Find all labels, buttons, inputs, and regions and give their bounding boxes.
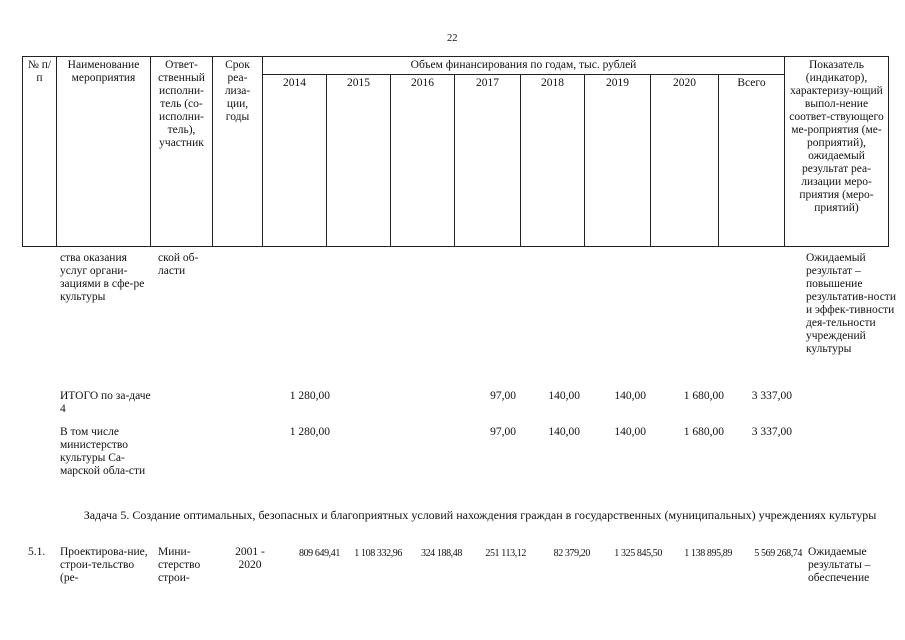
total-row-2020: 1 680,00 [683,390,724,402]
total-row-2014: 1 280,00 [289,390,330,402]
ministry-row-name: В том числе министерство культуры Са-марской обла-сти [60,426,146,477]
year-2014: 2014 [263,75,327,247]
row-5-1-responsible: Мини-стерство строи- [158,546,201,584]
header-term: Срок реа-лиза-ции, годы [213,57,263,247]
year-2019: 2019 [585,75,651,247]
row-5-1-2014: 809 649,41 [298,548,340,559]
year-2015: 2015 [327,75,391,247]
row-5-1-indicator: Ожидаемые результаты – обеспечение [808,546,871,584]
continuation-responsible: ской об-ласти [158,252,199,277]
row-5-1-2015: 1 108 332,96 [354,548,402,559]
task-5-heading: Задача 5. Создание оптимальных, безопасных и благоприятных условий нахождения граждан в государственных (муниципальных) учреждениях культуры [83,508,877,522]
year-2017: 2017 [455,75,521,247]
ministry-row-total: 3 337,00 [751,426,792,438]
header-funding: Объем финансирования по годам, тыс. рублей [263,57,785,75]
year-2020: 2020 [651,75,719,247]
ministry-row-2018: 140,00 [548,426,580,438]
header-responsible: Ответ-ственный исполни-тель (со-исполни-тель), участник [151,57,213,247]
continuation-name: ства оказания услуг органи-зациями в сфе-ре культуры [60,252,145,303]
year-total: Всего [719,75,785,247]
header-indicator: Показатель (индикатор), характеризу-ющий выпол-нение соответ-ствующего ме-роприятия (ме-роприятий), ожидаемый результат реа-лизации меро-приятия (меро-приятий) [785,57,889,247]
row-5-1-term: 2001 - 2020 [235,546,265,571]
total-row-2019: 140,00 [614,390,646,402]
year-2016: 2016 [391,75,455,247]
total-row-total: 3 337,00 [751,390,792,402]
ministry-row-2014: 1 280,00 [289,426,330,438]
row-5-1-2018: 82 379,20 [553,548,590,559]
header-num: № п/п [23,57,57,247]
total-row-2017: 97,00 [490,390,516,402]
row-5-1-2016: 324 188,48 [420,548,462,559]
ministry-row-2020: 1 680,00 [683,426,724,438]
ministry-row-2019: 140,00 [614,426,646,438]
year-2018: 2018 [521,75,585,247]
header-table [22,56,889,247]
header-name: Наименование мероприятия [57,57,151,247]
row-5-1-2017: 251 113,12 [485,548,526,559]
row-5-1-total: 5 569 268,74 [754,548,802,559]
row-5-1-name: Проектирова-ние, строи-тельство (ре- [60,546,148,584]
total-row-name: ИТОГО по за-даче 4 [60,390,151,415]
row-5-1-number: 5.1. [28,546,46,558]
row-5-1-2020: 1 138 895,89 [684,548,732,559]
row-5-1-2019: 1 325 845,50 [614,548,662,559]
ministry-row-2017: 97,00 [490,426,516,438]
continuation-indicator: Ожидаемый результат – повышение результатив-ности и эффек-тивности дея-тельности учреждений культуры [806,252,896,355]
total-row-2018: 140,00 [548,390,580,402]
page-number: 22 [447,33,458,44]
